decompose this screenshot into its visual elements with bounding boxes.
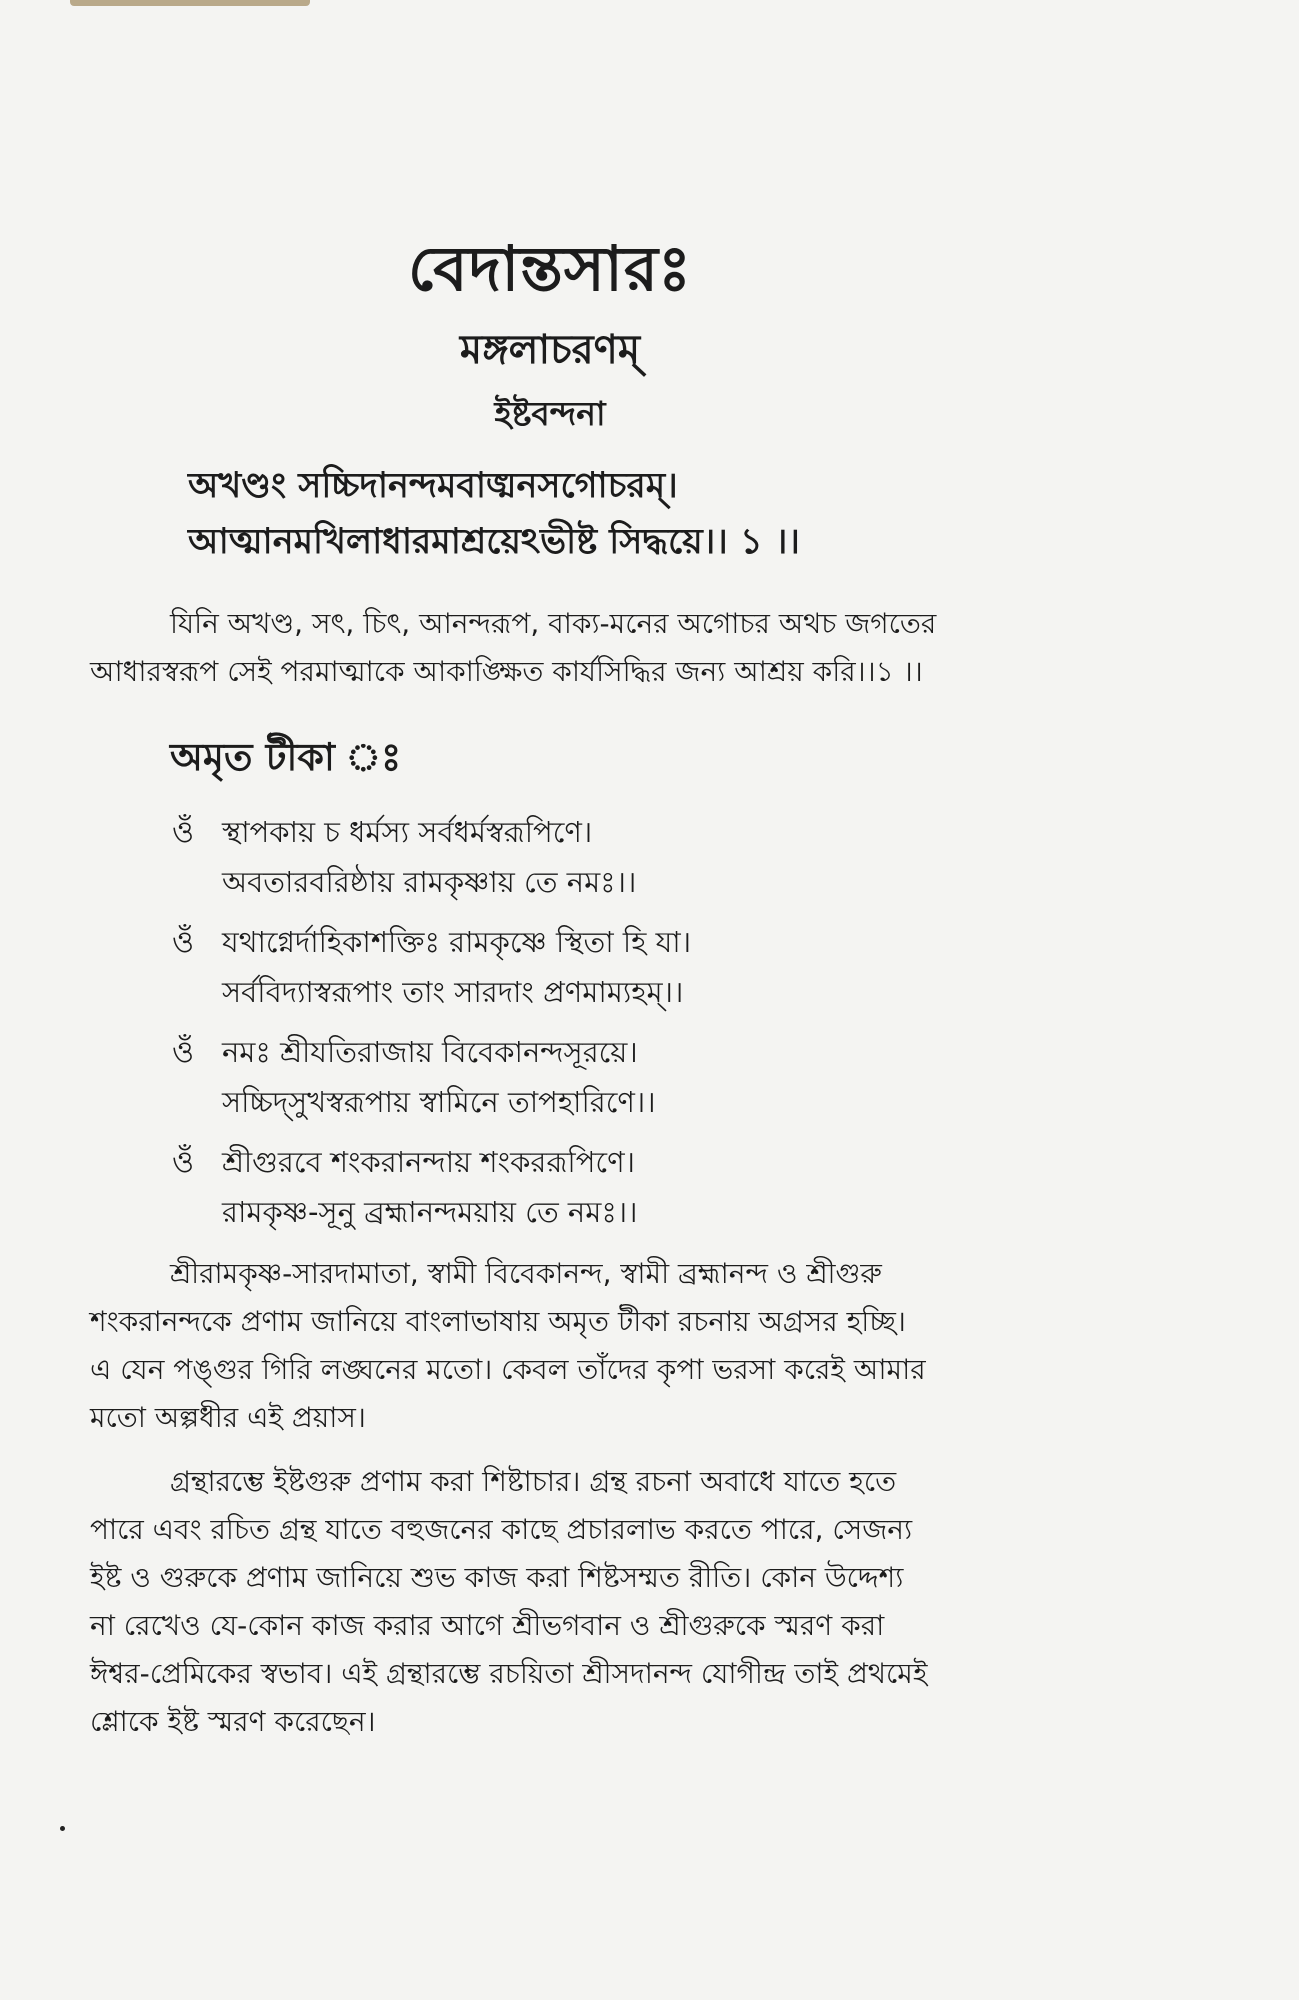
paragraph-2-line-2: পারে এবং রচিত গ্রন্থ যাতে বহুজনের কাছে প্রচারলাভ করতে পারে, সেজন্য <box>90 1513 913 1546</box>
hymn-3-line-2: সচ্চিদ্‌সুখস্বরূপায় স্বামিনে তাপহারিণে।। <box>222 1085 656 1119</box>
page-title: বেদান্তসারঃ <box>407 232 693 305</box>
hymn-2-line-2: সর্ববিদ্যাস্বরূপাং তাং সারদাং প্রণমাম্যহম্।। <box>222 975 684 1009</box>
paragraph-2-line-3: ইষ্ট ও গুরুকে প্রণাম জানিয়ে শুভ কাজ করা শিষ্টসম্মত রীতি। কোন উদ্দেশ্য <box>90 1561 904 1594</box>
om-symbol: ওঁ <box>172 815 195 850</box>
verse-line-1: অখণ্ডং সচ্চিদানন্দমবাঙ্মনসগোচরম্। <box>188 466 678 506</box>
section-subtitle: ইষ্টবন্দনা <box>494 394 606 433</box>
translation-line-1: যিনি অখণ্ড, সৎ, চিৎ, আনন্দরূপ, বাক্য-মনের অগোচর অথচ জগতের <box>170 607 937 640</box>
paragraph-1-line-1: শ্রীরামকৃষ্ণ-সারদামাতা, স্বামী বিবেকানন্দ, স্বামী ব্রহ্মানন্দ ও শ্রীগুরু <box>170 1257 882 1290</box>
hymn-3-line-1: নমঃ শ্রীযতিরাজায় বিবেকানন্দসূরয়ে। <box>222 1035 638 1069</box>
hymn-2-line-1: যথাগ্নের্দাহিকাশক্তিঃ রামকৃষ্ণে স্থিতা হি যা। <box>222 925 692 959</box>
ink-speck <box>60 1826 65 1831</box>
paragraph-2-line-6: শ্লোকে ইষ্ট স্মরণ করেছেন। <box>90 1705 376 1738</box>
paragraph-2-line-5: ঈশ্বর-প্রেমিকের স্বভাব। এই গ্রন্থারম্ভে রচয়িতা শ্রীসদানন্দ যোগীন্দ্র তাই প্রথমেই <box>90 1657 928 1690</box>
om-symbol: ওঁ <box>172 1145 195 1180</box>
hymn-4-line-2: রামকৃষ্ণ-সূনু ব্রহ্মানন্দময়ায় তে নমঃ।। <box>222 1195 638 1229</box>
paragraph-1-line-3: এ যেন পঙ্গুর গিরি লঙ্ঘনের মতো। কেবল তাঁদের কৃপা ভরসা করেই আমার <box>90 1353 926 1386</box>
commentary-heading: অমৃত টীকা ঃ <box>170 735 402 779</box>
verse-line-2: আত্মানমখিলাধারমাশ্রয়েঽভীষ্ট সিদ্ধয়ে।। ১ ।। <box>188 522 800 562</box>
om-symbol: ওঁ <box>172 925 195 960</box>
hymn-4-line-1: শ্রীগুরবে শংকরানন্দায় শংকররূপিণে। <box>222 1145 635 1179</box>
hymn-1-line-2: অবতারবরিষ্ঠায় রামকৃষ্ণায় তে নমঃ।। <box>222 865 637 899</box>
paragraph-1-line-4: মতো অল্পধীর এই প্রয়াস। <box>90 1401 366 1434</box>
om-symbol: ওঁ <box>172 1035 195 1070</box>
section-title: মঙ্গলাচরণম্ <box>459 327 641 373</box>
paragraph-1-line-2: শংকরানন্দকে প্রণাম জানিয়ে বাংলাভাষায় অমৃত টীকা রচনায় অগ্রসর হচ্ছি। <box>90 1305 906 1338</box>
paragraph-2-line-1: গ্রন্থারম্ভে ইষ্টগুরু প্রণাম করা শিষ্টাচার। গ্রন্থ রচনা অবাধে যাতে হতে <box>170 1465 897 1498</box>
paragraph-2-line-4: না রেখেও যে-কোন কাজ করার আগে শ্রীভগবান ও শ্রীগুরুকে স্মরণ করা <box>90 1609 885 1642</box>
hymn-1-line-1: স্থাপকায় চ ধর্মস্য সর্বধর্মস্বরূপিণে। <box>222 815 593 849</box>
page-edge-strip <box>70 0 310 6</box>
translation-line-2: আধারস্বরূপ সেই পরমাত্মাকে আকাঙ্ক্ষিত কার্যসিদ্ধির জন্য আশ্রয় করি।।১ ।। <box>90 655 923 688</box>
